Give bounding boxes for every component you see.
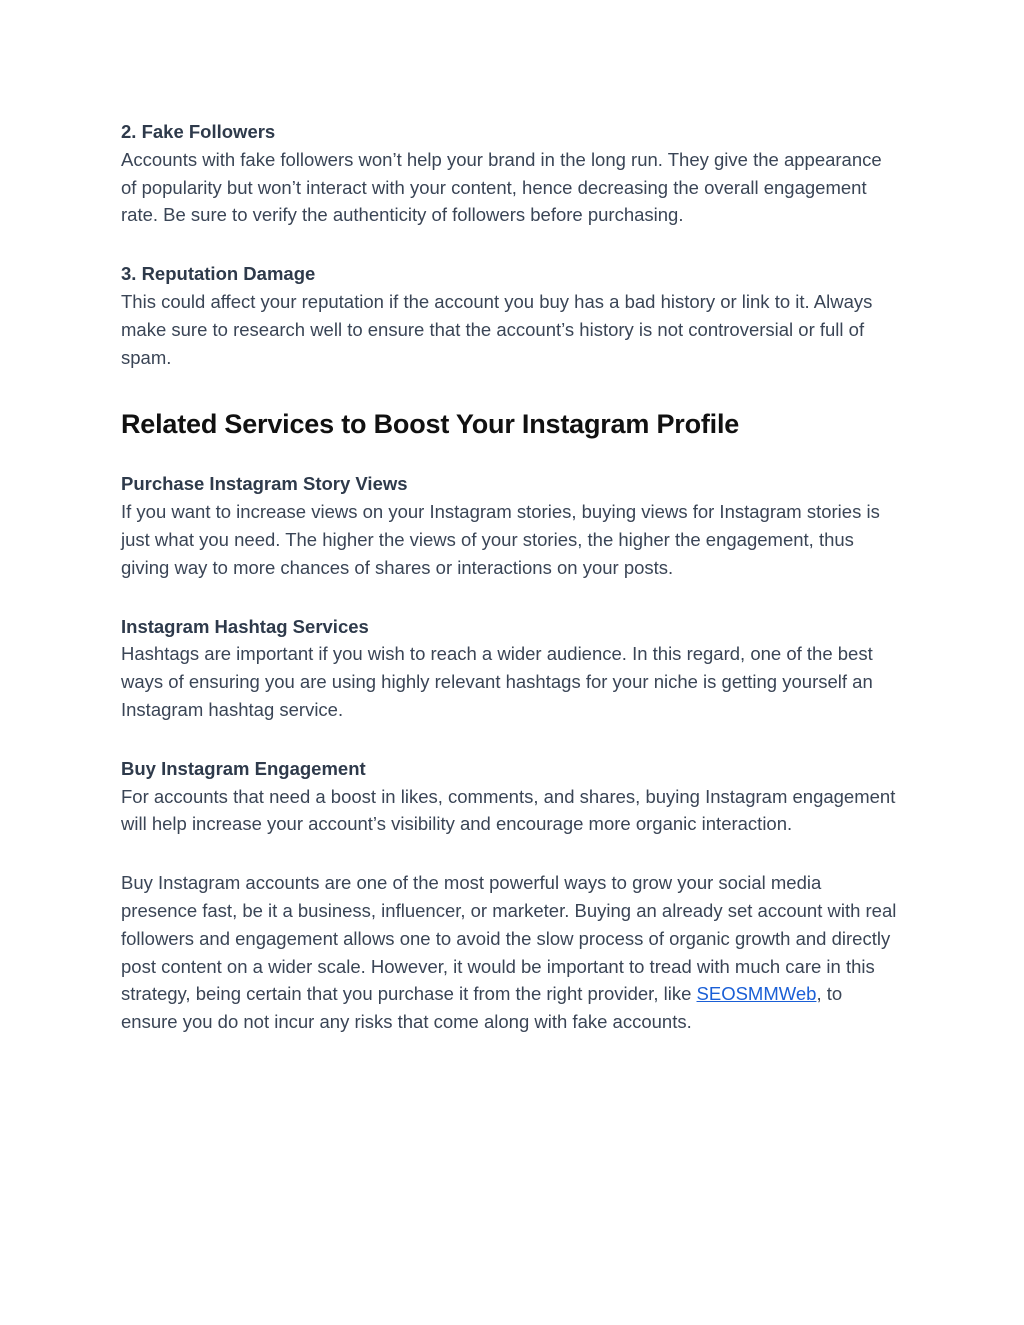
section-title: 3. Reputation Damage bbox=[121, 263, 316, 285]
seosmmweb-link[interactable]: SEOSMMWeb bbox=[696, 983, 817, 1005]
section-fake-followers bbox=[121, 118, 901, 229]
service-title: Purchase Instagram Story Views bbox=[121, 473, 408, 495]
conclusion-text: Buy Instagram accounts are one of the most powerful ways to grow your social media presence fast, be it a business, influencer, or marketer. Buying an already set account with real followers and engagement allows one to avoid the slow process of organic growth and directly post content on a wider scale. However, it would be important to tread with much care in this strategy, being certain that you purchase it from the right provider, like bbox=[121, 872, 897, 1005]
section-reputation-damage bbox=[121, 260, 901, 371]
service-title: Instagram Hashtag Services bbox=[121, 615, 369, 637]
section-body: Accounts with fake followers won’t help your brand in the long run. They give the appearance of popularity but won’t interact with your content, hence decreasing the overall engagement rate. Be sure to verify the authenticity of followers before purchasing. bbox=[121, 148, 882, 226]
section-title: 2. Fake Followers bbox=[121, 121, 276, 142]
service-engagement bbox=[121, 755, 901, 838]
service-body: Hashtags are important if you wish to reach a wider audience. In this regard, one of the best ways of ensuring you are using highly relevant hashtags for your niche is getting yourself an Instagram hashtag service. bbox=[121, 643, 873, 720]
service-story-views bbox=[121, 470, 901, 581]
service-hashtag bbox=[121, 613, 901, 724]
document-page bbox=[121, 118, 901, 1036]
service-title: Buy Instagram Engagement bbox=[121, 757, 366, 779]
conclusion-paragraph bbox=[121, 869, 901, 1036]
service-body: If you want to increase views on your Instagram stories, buying views for Instagram stories is just what you need. The higher the views of your stories, the higher the engagement, thus giving way to more chances of shares or interactions on your posts. bbox=[121, 501, 880, 578]
section-body: This could affect your reputation if the account you buy has a bad history or link to it. Always make sure to research well to ensure that the account’s history is not controversial or full of spam. bbox=[121, 290, 873, 368]
service-body: For accounts that need a boost in likes, comments, and shares, buying Instagram engagement will help increase your account’s visibility and encourage more organic interaction. bbox=[121, 785, 896, 835]
conclusion-text-end: , to ensure you do not incur any risks that come along with fake accounts. bbox=[121, 983, 843, 1033]
related-services-heading: Related Services to Boost Your Instagram Profile bbox=[121, 409, 740, 440]
